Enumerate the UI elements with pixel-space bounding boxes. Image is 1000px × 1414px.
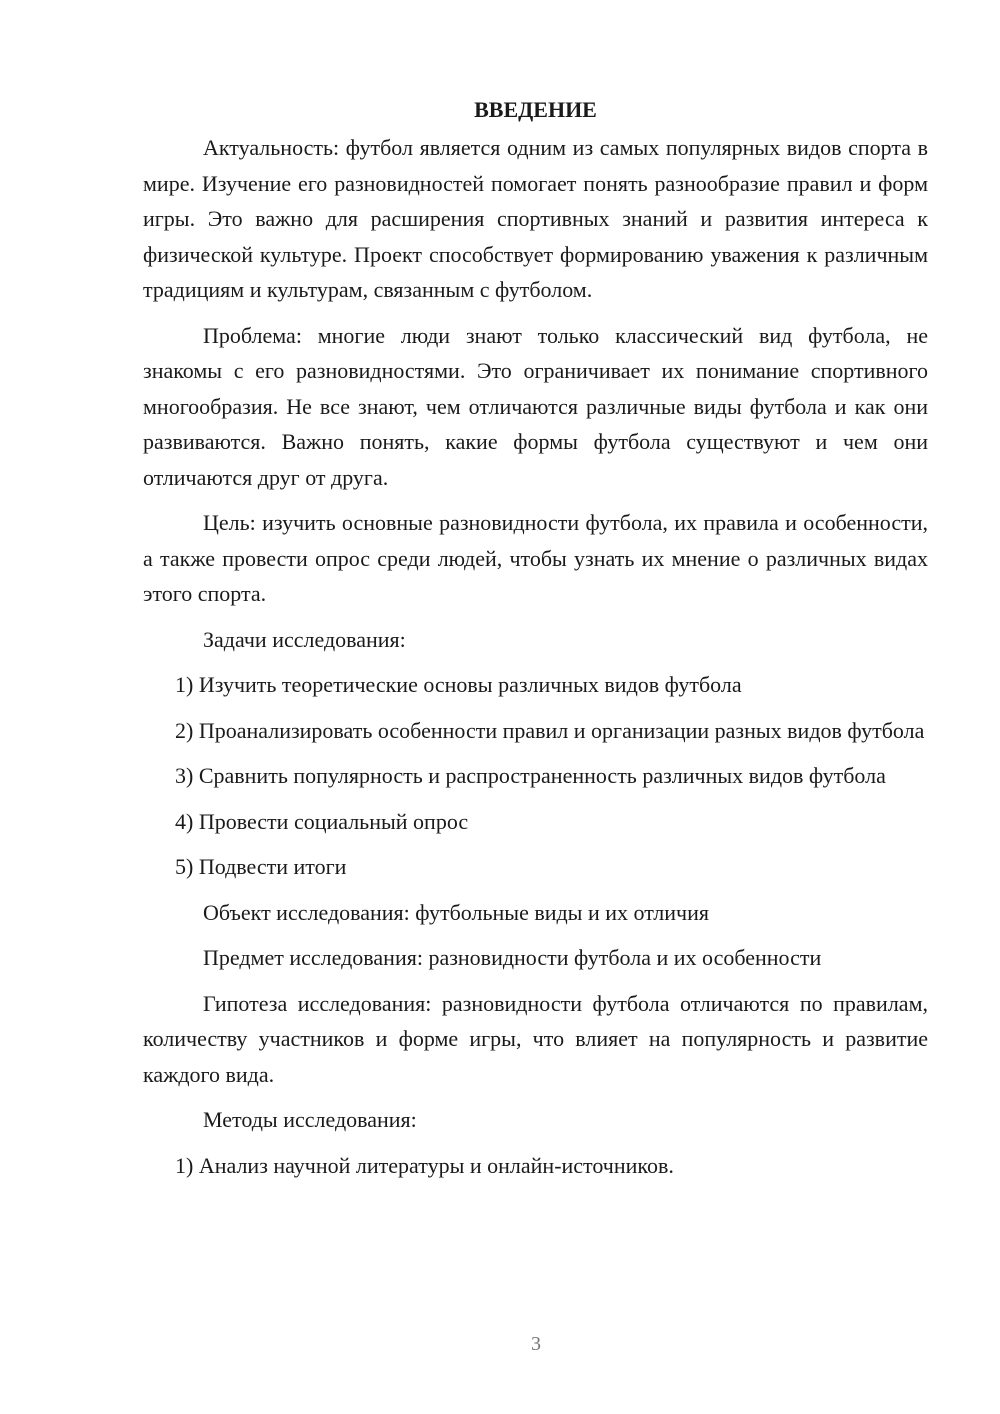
page-number: 3: [531, 1333, 541, 1355]
task-item-3: 3) Сравнить популярность и распространенность различных видов футбола: [175, 763, 886, 788]
task-item-2: 2) Проанализировать особенности правил и организации разных видов футбола: [175, 717, 925, 743]
methods-heading: Методы исследования:: [203, 1107, 417, 1132]
hypothesis-paragraph: Гипотеза исследования: разновидности футбола отличаются по правилам, количеству участников и форме игры, что влияет на популярность и развитие каждого вида.: [143, 990, 928, 1087]
task-item-1: 1) Изучить теоретические основы различных видов футбола: [175, 672, 742, 697]
subject-paragraph: Предмет исследования: разновидности футбола и их особенности: [203, 945, 822, 970]
goal-paragraph: Цель: изучить основные разновидности футбола, их правила и особенности, а также провести опрос среди людей, чтобы узнать их мнение о различных видах этого спорта.: [143, 510, 928, 606]
problem-paragraph: Проблема: многие люди знают только классический вид футбола, не знакомы с его разновидностями. Это ограничивает их понимание спортивного многообразия. Не все знают, чем отличаются различные виды футбола и как они развиваются. Важно понять, какие формы футбола существуют и чем они отличаются друг от друга.: [143, 322, 928, 490]
object-paragraph: Объект исследования: футбольные виды и их отличия: [203, 899, 709, 925]
task-item-5: 5) Подвести итоги: [175, 854, 347, 879]
tasks-heading: Задачи исследования:: [203, 626, 406, 652]
method-item-1: 1) Анализ научной литературы и онлайн-источников.: [175, 1152, 674, 1178]
task-item-4: 4) Провести социальный опрос: [175, 808, 469, 834]
relevance-paragraph: Актуальность: футбол является одним из самых популярных видов спорта в мире. Изучение его разновидностей помогает понять разнообразие правил и форм игры. Это важно для расширения спортивных знаний и развития интереса к физической культуре. Проект способствует формированию уважения к различным традициям и культурам, связанным с футболом.: [143, 135, 928, 302]
page-title: ВВЕДЕНИЕ: [474, 97, 597, 122]
document-page: [143, 92, 928, 1193]
